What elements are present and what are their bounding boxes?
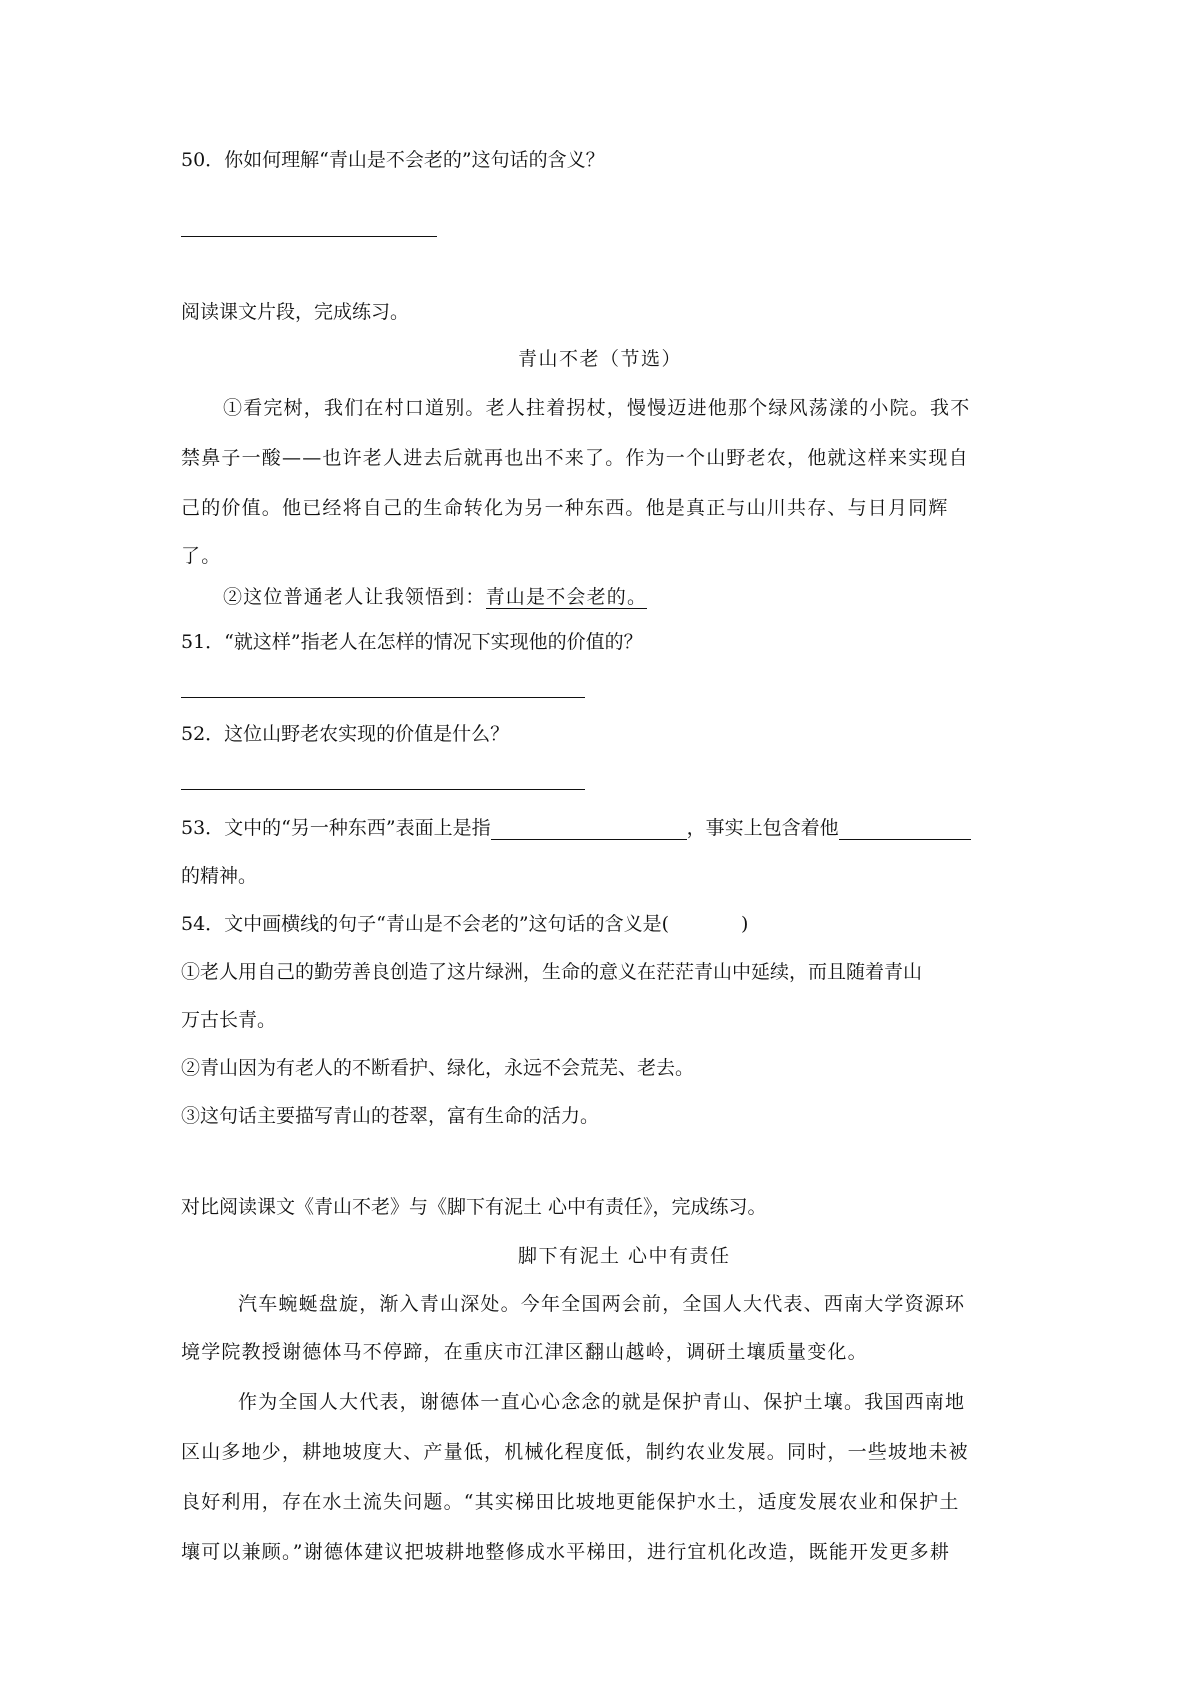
- question-53: [181, 816, 971, 840]
- section1-para1-line1: ①看完树，我们在村口道别。老人拄着拐杖，慢慢迈进他那个绿风荡漾的小院。我不: [223, 397, 971, 419]
- question-53-part1: 53．文中的“另一种东西”表面上是指: [181, 817, 491, 839]
- answer-line-52[interactable]: [181, 789, 585, 790]
- section1-para1-line2: 禁鼻子一酸——也许老人进去后就再也出不来了。作为一个山野老农，他就这样来实现自: [181, 447, 969, 469]
- section1-para1-line4: 了。: [181, 545, 222, 567]
- question-52: 52．这位山野老农实现的价值是什么？: [181, 723, 510, 745]
- answer-line-50[interactable]: [181, 236, 437, 237]
- question-54: [181, 912, 748, 936]
- question-54-stem: 54．文中画横线的句子“青山是不会老的”这句话的含义是(: [181, 913, 670, 935]
- section2-para1-line2: 境学院教授谢德体马不停蹄，在重庆市江津区翻山越岭，调研土壤质量变化。: [181, 1341, 868, 1363]
- section1-para1-line3: 己的价值。他已经将自己的生命转化为另一种东西。他是真正与山川共存、与日月同辉: [181, 497, 949, 519]
- section2-title: 脚下有泥土 心中有责任: [518, 1245, 731, 1267]
- section2-para1-line1: 汽车蜿蜒盘旋，渐入青山深处。今年全国两会前，全国人大代表、西南大学资源环: [238, 1293, 966, 1315]
- section1-para2: [223, 585, 647, 609]
- section1-intro: 阅读课文片段，完成练习。: [181, 301, 410, 323]
- section2-para2-line1: 作为全国人大代表，谢德体一直心心念念的就是保护青山、保护土壤。我国西南地: [238, 1391, 966, 1413]
- answer-blank-53b[interactable]: [839, 819, 971, 840]
- section2-para2-line2: 区山多地少，耕地坡度大、产量低，机械化程度低，制约农业发展。同时，一些坡地未被: [181, 1441, 969, 1463]
- section2-para2-line4: 壤可以兼顾。”谢德体建议把坡耕地整修成水平梯田，进行宜机化改造，既能开发更多耕: [181, 1541, 951, 1563]
- question-54-option1-line1: ①老人用自己的勤劳善良创造了这片绿洲，生命的意义在茫茫青山中延续，而且随着青山: [181, 961, 923, 983]
- answer-blank-53a[interactable]: [491, 819, 687, 840]
- question-54-option1-line2: 万古长青。: [181, 1009, 277, 1031]
- answer-line-51[interactable]: [181, 697, 585, 698]
- section1-title: 青山不老（节选）: [518, 348, 683, 370]
- section2-para2-line3: 良好利用，存在水土流失问题。“其实梯田比坡地更能保护水土，适度发展农业和保护土: [181, 1491, 960, 1513]
- question-54-option3: ③这句话主要描写青山的苍翠，富有生命的活力。: [181, 1105, 600, 1127]
- section2-intro: 对比阅读课文《青山不老》与《脚下有泥土 心中有责任》，完成练习。: [181, 1196, 767, 1218]
- question-54-stem-close: ): [741, 913, 749, 935]
- question-51: 51．“就这样”指老人在怎样的情况下实现他的价值的？: [181, 631, 643, 653]
- question-50: 50．你如何理解“青山是不会老的”这句话的含义？: [181, 149, 605, 171]
- question-53-line2: 的精神。: [181, 865, 258, 887]
- section1-para2-prefix: ②这位普通老人让我领悟到：: [223, 586, 486, 608]
- underlined-sentence: 青山是不会老的。: [485, 586, 648, 608]
- question-54-option2: ②青山因为有老人的不断看护、绿化，永远不会荒芜、老去。: [181, 1057, 695, 1079]
- question-53-part2: ，事实上包含着他: [686, 817, 839, 839]
